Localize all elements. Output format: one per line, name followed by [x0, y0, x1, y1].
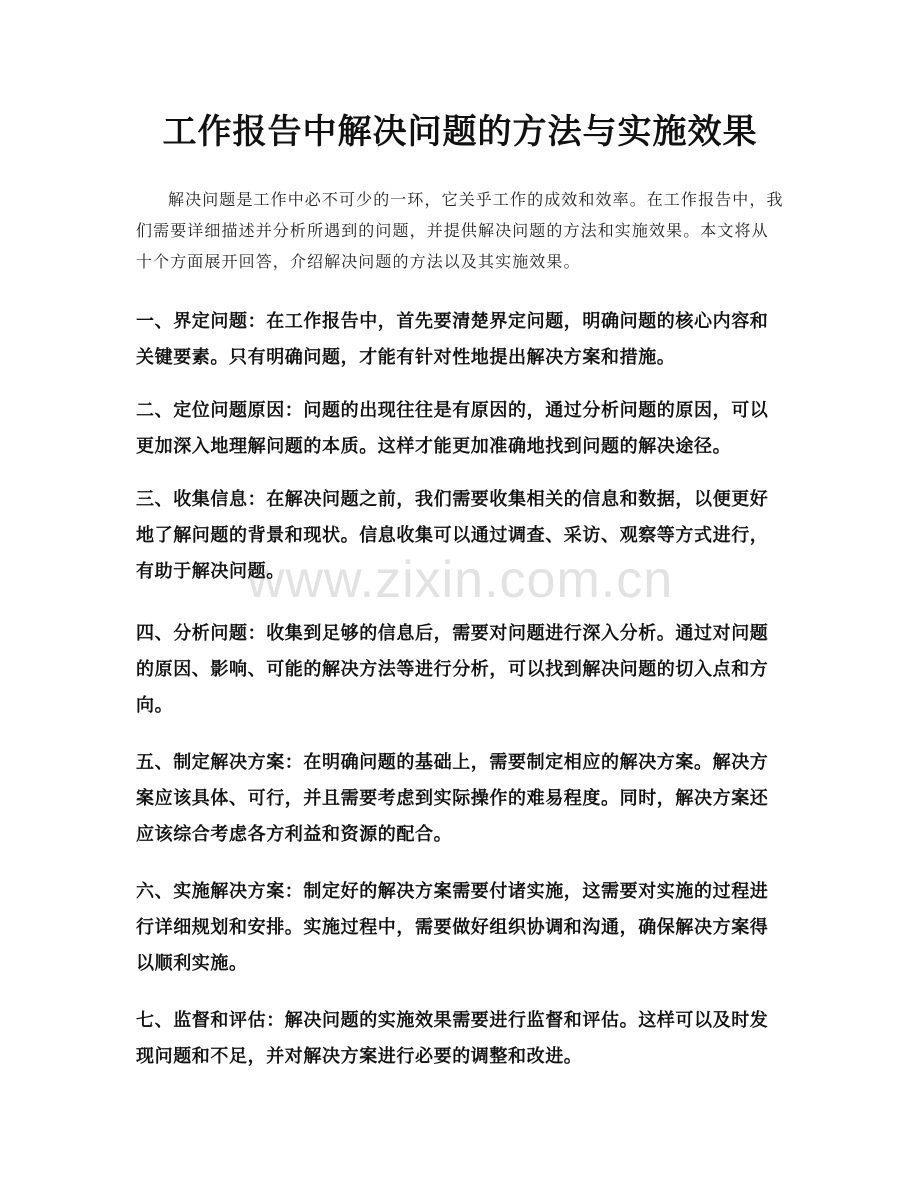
section-3-paragraph: 三、收集信息：在解决问题之前，我们需要收集相关的信息和数据，以便更好地了解问题的背景和现状。信息收集可以通过调查、采访、观察等方式进行，有助于解决问题。: [136, 489, 769, 582]
section-6-paragraph: 六、实施解决方案：制定好的解决方案需要付诸实施，这需要对实施的过程进行详细规划和安排。实施过程中，需要做好组织协调和沟通，确保解决方案得以顺利实施。: [136, 881, 769, 974]
watermark-text: www.zixin.com.cn: [246, 551, 674, 609]
intro-paragraph: 解决问题是工作中必不可少的一环，它关乎工作的成效和效率。在工作报告中，我们需要详细描述并分析所遇到的问题，并提供解决问题的方法和实施效果。本文将从十个方面展开回答，介绍解决问题的方法以及其实施效果。: [136, 190, 784, 271]
section-7-paragraph: 七、监督和评估：解决问题的实施效果需要进行监督和评估。这样可以及时发现问题和不足，并对解决方案进行必要的调整和改进。: [136, 1010, 769, 1067]
section-2-paragraph: 二、定位问题原因：问题的出现往往是有原因的，通过分析问题的原因，可以更加深入地理解问题的本质。这样才能更加准确地找到问题的解决途径。: [136, 400, 769, 457]
section-1-paragraph: 一、界定问题：在工作报告中，首先要清楚界定问题，明确问题的核心内容和关键要素。只有明确问题，才能有针对性地提出解决方案和措施。: [136, 311, 769, 368]
section-5-paragraph: 五、制定解决方案：在明确问题的基础上，需要制定相应的解决方案。解决方案应该具体、可行，并且需要考虑到实际操作的难易程度。同时，解决方案还应该综合考虑各方利益和资源的配合。: [136, 752, 769, 845]
section-4-paragraph: 四、分析问题：收集到足够的信息后，需要对问题进行深入分析。通过对问题的原因、影响、可能的解决方法等进行分析，可以找到解决问题的切入点和方向。: [136, 623, 769, 716]
document-title: 工作报告中解决问题的方法与实施效果: [162, 112, 758, 152]
